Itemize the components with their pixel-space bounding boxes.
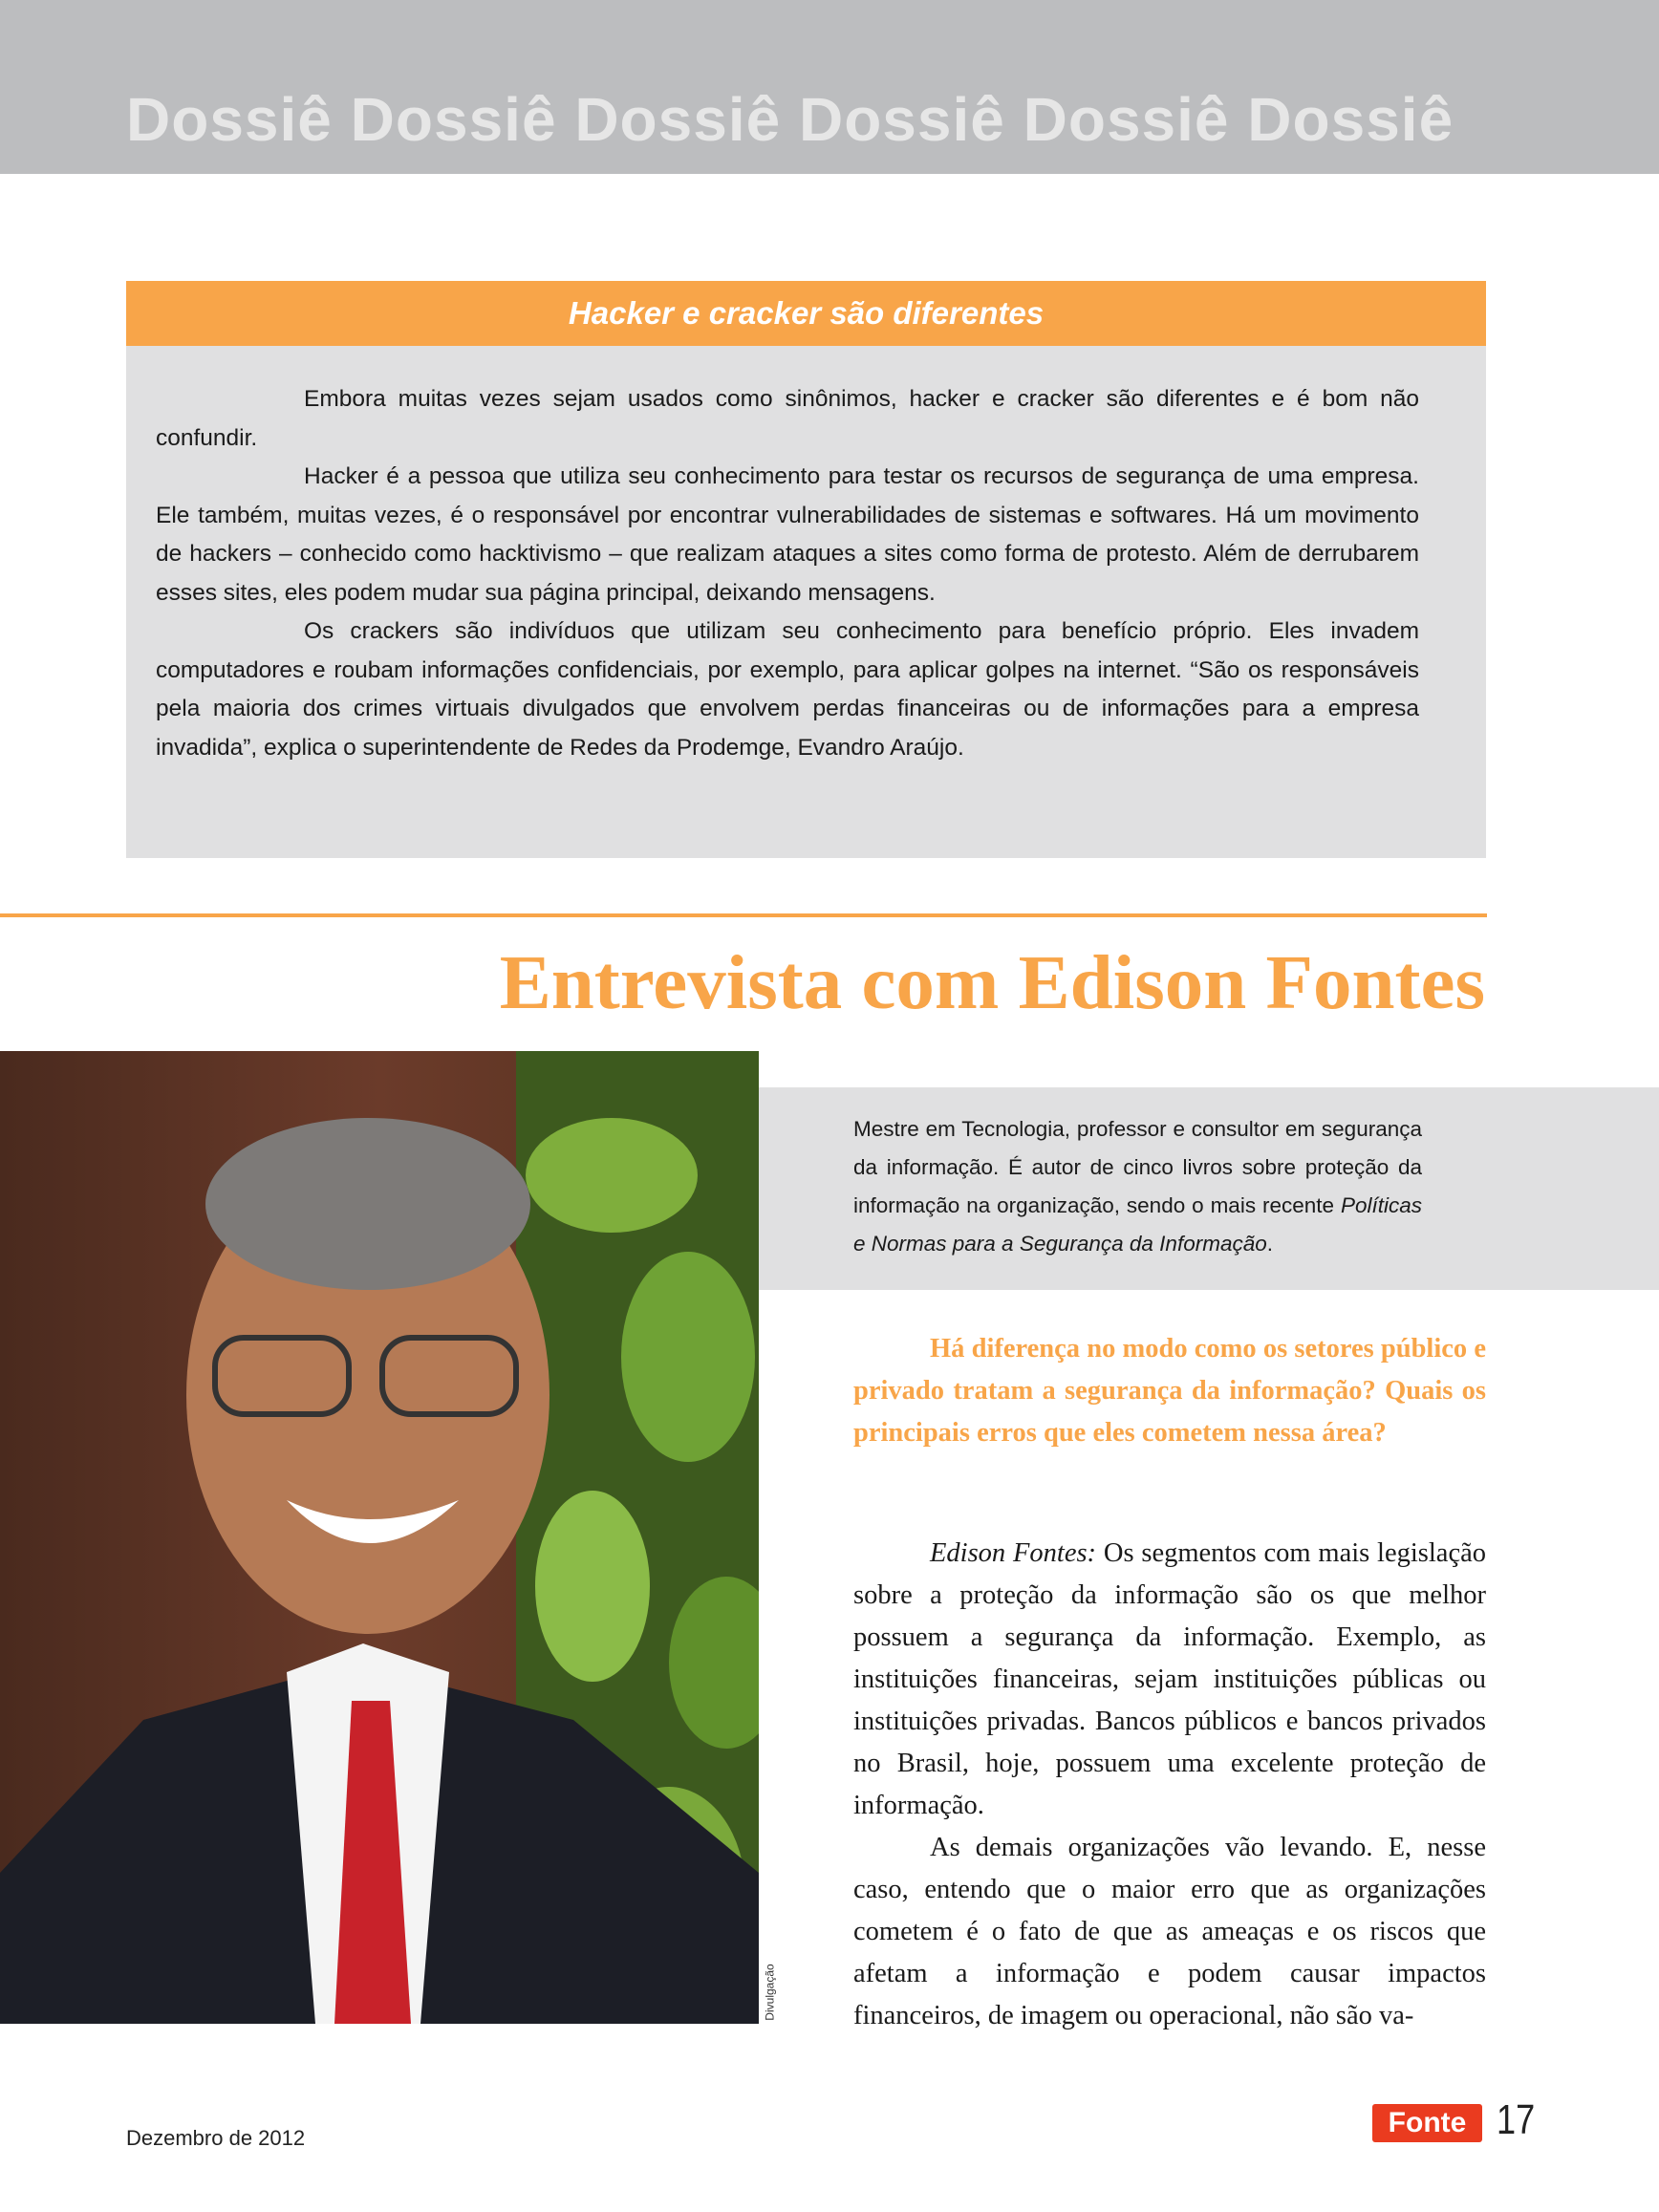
portrait-photo bbox=[0, 1051, 759, 2024]
answer-paragraph: As demais organizações vão levando. E, nesse caso, entendo que o maior erro que as organizações cometem é o fato de que as ameaças e os riscos que afetam a informação e podem causar impactos financeiros, de imagem ou operacional, não são va- bbox=[853, 1833, 1486, 2030]
interview-answer bbox=[853, 1533, 1486, 2037]
interview-title: Entrevista com Edison Fontes bbox=[499, 939, 1485, 1025]
photo-credit: Divulgação bbox=[763, 1964, 777, 2021]
section-header-text: Dossiê Dossiê Dossiê Dossiê Dossiê Dossiê bbox=[126, 85, 1454, 154]
section-header-band bbox=[0, 0, 1659, 174]
interview-question bbox=[853, 1328, 1486, 1454]
answer-text: Os segmentos com mais legislação sobre a proteção da informação são os que melhor possuem a segurança da informação. Exemplo, as instituições financeiras, sejam instituições públicas ou instituições privadas. Bancos públicos e bancos privados no Brasil, hoje, possuem uma excelente proteção de informação. bbox=[853, 1538, 1486, 1820]
author-bio bbox=[853, 1110, 1422, 1263]
question-text: Há diferença no modo como os setores público e privado tratam a segurança da informação? Quais os principais erros que eles cometem nessa área? bbox=[853, 1334, 1486, 1448]
sidebar-box-title: Hacker e cracker são diferentes bbox=[126, 281, 1486, 346]
answer-paragraph bbox=[853, 1533, 1486, 1827]
answer-speaker: Edison Fontes: bbox=[930, 1538, 1097, 1568]
bio-end: . bbox=[1266, 1232, 1274, 1256]
book-title: Políticas e Normas para a Segurança da Informação bbox=[853, 1193, 1422, 1256]
footer-date: Dezembro de 2012 bbox=[126, 2126, 306, 2150]
sidebar-paragraph: Hacker é a pessoa que utiliza seu conhecimento para testar os recursos de segurança de uma empresa. Ele também, muitas vezes, é o responsável por encontrar vulnerabilidades de sistemas e softwares. Há um movimento de hackers – conhecido como hacktivismo – que realizam ataques a sites como forma de protesto. Além de derrubarem esses sites, eles podem mudar sua página principal, deixando mensagens. bbox=[156, 463, 1419, 606]
sidebar-paragraph: Embora muitas vezes sejam usados como sinônimos, hacker e cracker são diferentes e é bom não confundir. bbox=[156, 386, 1419, 451]
sidebar-paragraph: Os crackers são indivíduos que utilizam seu conhecimento para benefício próprio. Eles invadem computadores e roubam informações confidenciais, por exemplo, para aplicar golpes na internet. “São os responsáveis pela maioria dos crimes virtuais divulgados que envolvem perdas financeiras ou de informações para a empresa invadida”, explica o superintendente de Redes da Prodemge, Evandro Araújo. bbox=[156, 618, 1419, 761]
page-number: 17 bbox=[1497, 2096, 1536, 2143]
section-divider bbox=[0, 913, 1487, 917]
bio-text: Mestre em Tecnologia, professor e consultor em segurança da informação. É autor de cinco livros sobre proteção da informação na organização, sendo o mais recente bbox=[853, 1117, 1422, 1217]
sidebar-box-body bbox=[156, 380, 1419, 767]
magazine-logo: Fonte bbox=[1372, 2104, 1482, 2142]
